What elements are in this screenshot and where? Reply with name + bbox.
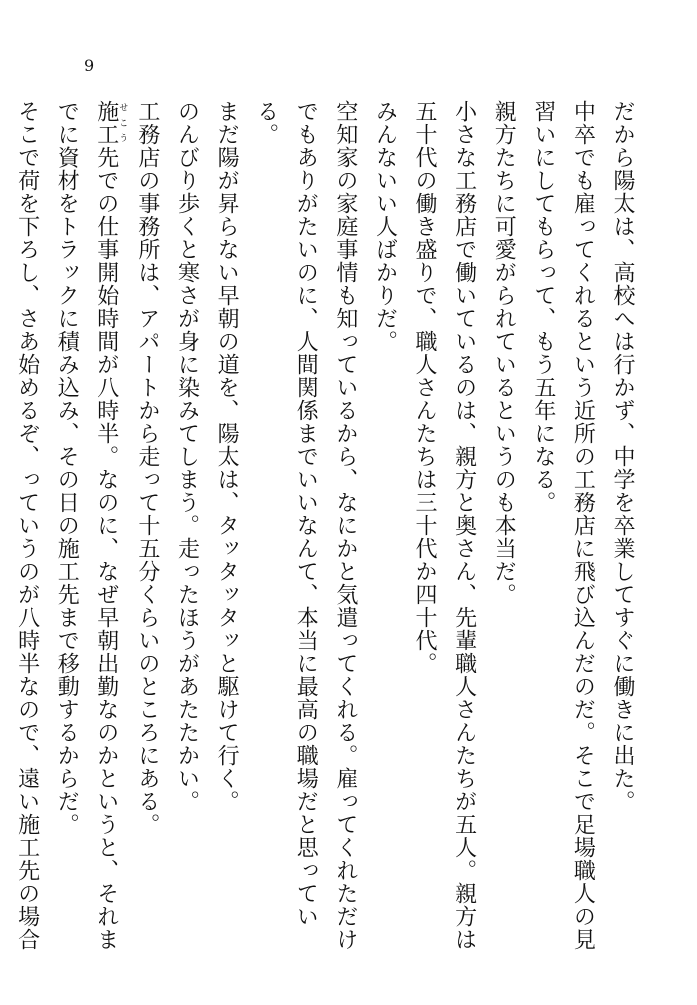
paragraph-5: みんないい人ばかりだ。: [372, 100, 398, 353]
paragraph-11: そこで荷を下ろし、さあ始めるぞ、っていうのが八時半なので、遠い施工先の場合: [14, 100, 40, 951]
paragraph-10-rest: 先での仕事開始時間が八時半。なのに、なぜ早朝出勤なのかというと、それまでに資材をトラックに積み込み、その日の施工先まで移動するからだ。: [54, 100, 119, 951]
paragraph-1: だから陽太は、高校へは行かず、中学を卒業してすぐに働きに出た。: [610, 100, 635, 813]
ruby-base: 施工: [93, 100, 119, 146]
paragraph-9: 工務店の事務所は、アパートから走って十五分くらいのところにある。: [134, 100, 160, 836]
paragraph-8: のんびり歩くと寒さが身に染みてしまう。走ったほうがあたたかい。: [174, 100, 200, 813]
body-text: [14, 100, 642, 970]
ruby-word: [93, 100, 128, 146]
paragraph-6: 空知家の家庭事情も知っているから、なにかと気遣ってくれる。雇ってくれただけでもありがたいのに、人間関係までいいなんて、本当に最高の職場だと思っている。: [253, 100, 358, 951]
paragraph-2: 中卒でも雇ってくれるという近所の工務店に飛び込んだのだ。そこで足場職人の見習いにしてもらって、もう五年になる。: [530, 100, 596, 951]
paragraph-3: 親方たちに可愛がられているというのも本当だ。: [491, 100, 517, 606]
paragraph-10: [47, 100, 128, 970]
page-number: 9: [84, 56, 95, 75]
paragraph-4: 小さな工務店で働いているのは、親方と奥さん、先輩職人さんたちが五人。親方は五十代の働き盛りで、職人さんたちは三十代か四十代。: [412, 100, 477, 951]
ruby-reading: せこう: [117, 100, 128, 146]
paragraph-7: まだ陽が昇らない早朝の道を、陽太は、タッタッタッと駆けて行く。: [214, 100, 240, 813]
